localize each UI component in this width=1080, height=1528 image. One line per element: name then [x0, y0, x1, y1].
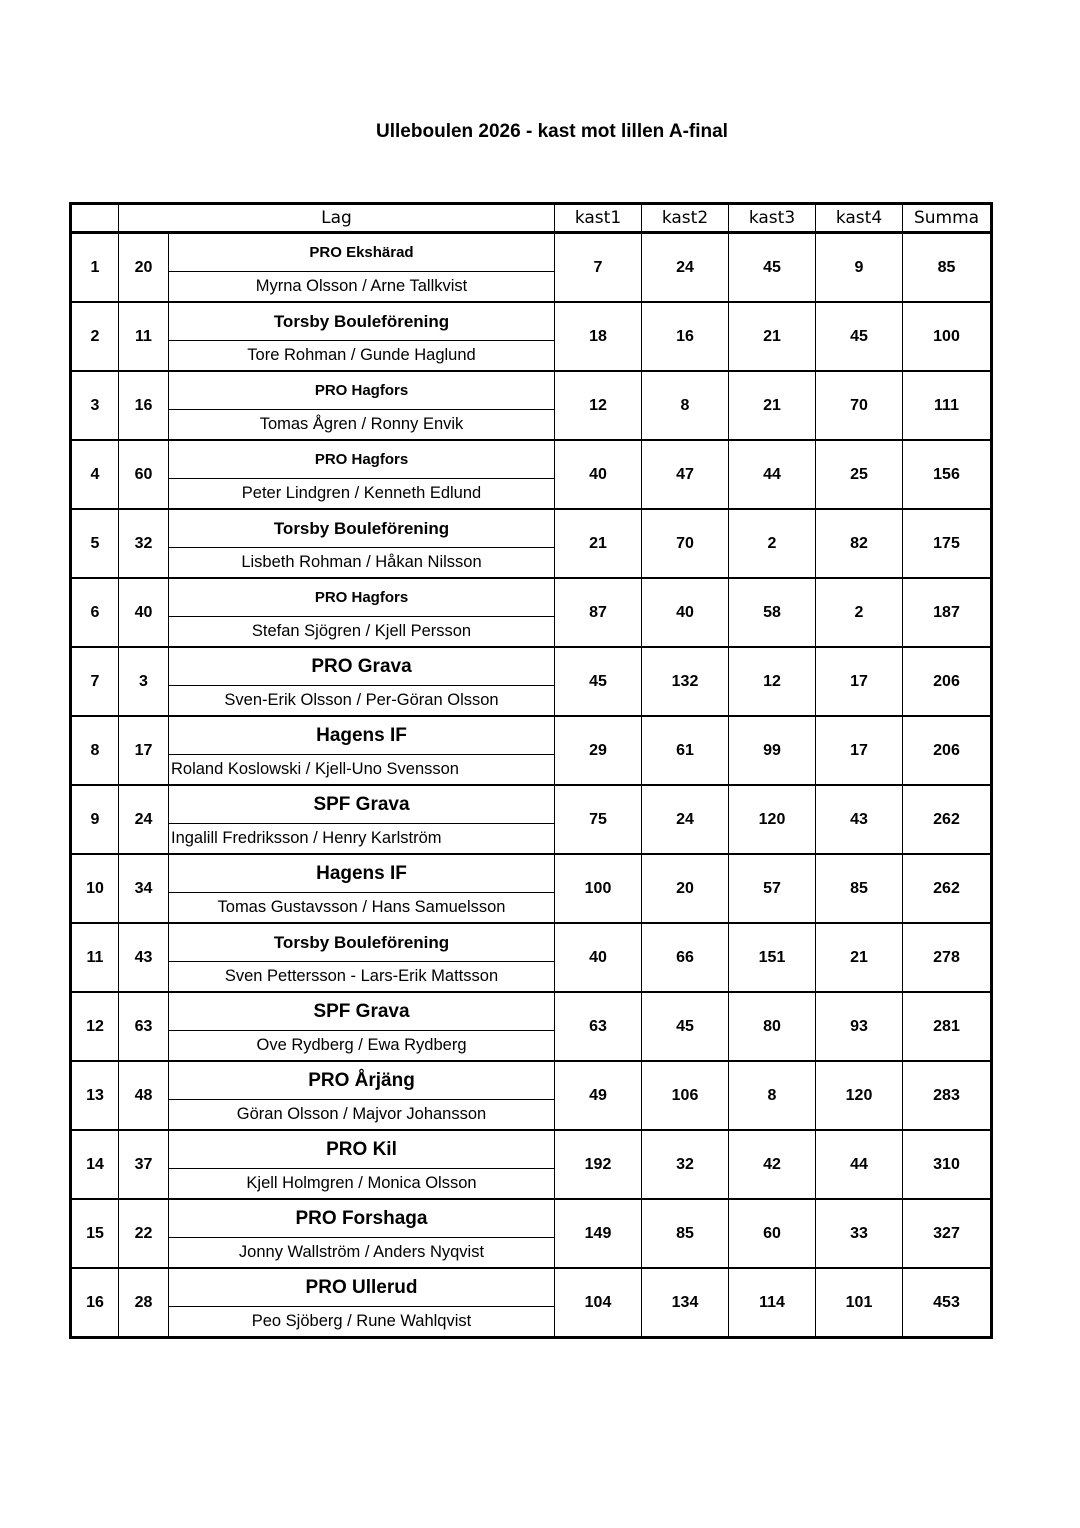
- summa-cell: 100: [903, 302, 992, 371]
- kast3-cell: 21: [729, 371, 816, 440]
- kast3-cell: 21: [729, 302, 816, 371]
- team-number-cell: 63: [119, 992, 169, 1061]
- summa-cell: 453: [903, 1268, 992, 1338]
- header-kast1: kast1: [555, 204, 642, 233]
- summa-cell: 206: [903, 716, 992, 785]
- table-row: [71, 716, 992, 755]
- club-cell: Torsby Bouleförening: [169, 509, 555, 548]
- club-cell: Hagens IF: [169, 854, 555, 893]
- place-cell: 12: [71, 992, 119, 1061]
- kast2-cell: 85: [642, 1199, 729, 1268]
- place-cell: 8: [71, 716, 119, 785]
- table-row: [71, 1268, 992, 1307]
- team-number-cell: 28: [119, 1268, 169, 1338]
- club-cell: PRO Hagfors: [169, 578, 555, 617]
- players-cell: Göran Olsson / Majvor Johansson: [169, 1100, 555, 1131]
- table-row: [71, 578, 992, 617]
- kast4-cell: 17: [816, 716, 903, 785]
- place-cell: 13: [71, 1061, 119, 1130]
- place-cell: 1: [71, 233, 119, 303]
- kast1-cell: 29: [555, 716, 642, 785]
- kast4-cell: 120: [816, 1061, 903, 1130]
- kast4-cell: 70: [816, 371, 903, 440]
- club-cell: PRO Hagfors: [169, 371, 555, 410]
- kast1-cell: 45: [555, 647, 642, 716]
- team-number-cell: 11: [119, 302, 169, 371]
- kast1-cell: 149: [555, 1199, 642, 1268]
- kast4-cell: 17: [816, 647, 903, 716]
- summa-cell: 175: [903, 509, 992, 578]
- kast4-cell: 33: [816, 1199, 903, 1268]
- kast2-cell: 24: [642, 233, 729, 303]
- place-cell: 15: [71, 1199, 119, 1268]
- summa-cell: 310: [903, 1130, 992, 1199]
- kast3-cell: 120: [729, 785, 816, 854]
- kast1-cell: 7: [555, 233, 642, 303]
- kast3-cell: 42: [729, 1130, 816, 1199]
- place-cell: 14: [71, 1130, 119, 1199]
- players-cell: Peo Sjöberg / Rune Wahlqvist: [169, 1307, 555, 1338]
- table-row: [71, 233, 992, 272]
- kast3-cell: 114: [729, 1268, 816, 1338]
- page-title: Ulleboulen 2026 - kast mot lillen A-final: [376, 121, 728, 142]
- club-cell: SPF Grava: [169, 992, 555, 1031]
- place-cell: 3: [71, 371, 119, 440]
- team-number-cell: 43: [119, 923, 169, 992]
- place-cell: 5: [71, 509, 119, 578]
- place-cell: 7: [71, 647, 119, 716]
- kast4-cell: 93: [816, 992, 903, 1061]
- table-row: [71, 854, 992, 893]
- team-number-cell: 60: [119, 440, 169, 509]
- players-cell: Sven-Erik Olsson / Per-Göran Olsson: [169, 686, 555, 717]
- players-cell: Tomas Ågren / Ronny Envik: [169, 410, 555, 441]
- kast3-cell: 57: [729, 854, 816, 923]
- club-cell: SPF Grava: [169, 785, 555, 824]
- kast4-cell: 82: [816, 509, 903, 578]
- kast3-cell: 45: [729, 233, 816, 303]
- kast1-cell: 18: [555, 302, 642, 371]
- table-row: [71, 1199, 992, 1238]
- players-cell: Sven Pettersson - Lars-Erik Mattsson: [169, 962, 555, 993]
- kast2-cell: 106: [642, 1061, 729, 1130]
- team-number-cell: 40: [119, 578, 169, 647]
- team-number-cell: 37: [119, 1130, 169, 1199]
- kast1-cell: 40: [555, 440, 642, 509]
- summa-cell: 187: [903, 578, 992, 647]
- players-cell: Stefan Sjögren / Kjell Persson: [169, 617, 555, 648]
- kast3-cell: 58: [729, 578, 816, 647]
- kast1-cell: 75: [555, 785, 642, 854]
- kast2-cell: 66: [642, 923, 729, 992]
- team-number-cell: 16: [119, 371, 169, 440]
- kast4-cell: 9: [816, 233, 903, 303]
- place-cell: 9: [71, 785, 119, 854]
- kast2-cell: 32: [642, 1130, 729, 1199]
- team-number-cell: 48: [119, 1061, 169, 1130]
- kast4-cell: 101: [816, 1268, 903, 1338]
- summa-cell: 206: [903, 647, 992, 716]
- kast1-cell: 63: [555, 992, 642, 1061]
- kast3-cell: 99: [729, 716, 816, 785]
- header-kast3: kast3: [729, 204, 816, 233]
- summa-cell: 111: [903, 371, 992, 440]
- club-cell: Torsby Bouleförening: [169, 923, 555, 962]
- place-cell: 16: [71, 1268, 119, 1338]
- place-cell: 2: [71, 302, 119, 371]
- table-row: [71, 923, 992, 962]
- summa-cell: 262: [903, 785, 992, 854]
- header-summa: Summa: [903, 204, 992, 233]
- table-row: [71, 440, 992, 479]
- players-cell: Ingalill Fredriksson / Henry Karlström: [169, 824, 555, 855]
- summa-cell: 85: [903, 233, 992, 303]
- kast3-cell: 44: [729, 440, 816, 509]
- club-cell: PRO Ullerud: [169, 1268, 555, 1307]
- kast3-cell: 2: [729, 509, 816, 578]
- kast4-cell: 85: [816, 854, 903, 923]
- kast2-cell: 45: [642, 992, 729, 1061]
- team-number-cell: 20: [119, 233, 169, 303]
- club-cell: Hagens IF: [169, 716, 555, 755]
- results-table: [69, 202, 993, 1339]
- header-kast2: kast2: [642, 204, 729, 233]
- summa-cell: 156: [903, 440, 992, 509]
- kast2-cell: 47: [642, 440, 729, 509]
- kast4-cell: 44: [816, 1130, 903, 1199]
- table-row: [71, 1061, 992, 1100]
- players-cell: Myrna Olsson / Arne Tallkvist: [169, 272, 555, 303]
- club-cell: PRO Kil: [169, 1130, 555, 1169]
- kast1-cell: 12: [555, 371, 642, 440]
- team-number-cell: 3: [119, 647, 169, 716]
- players-cell: Peter Lindgren / Kenneth Edlund: [169, 479, 555, 510]
- place-cell: 11: [71, 923, 119, 992]
- place-cell: 10: [71, 854, 119, 923]
- kast2-cell: 134: [642, 1268, 729, 1338]
- kast2-cell: 70: [642, 509, 729, 578]
- kast2-cell: 132: [642, 647, 729, 716]
- club-cell: PRO Hagfors: [169, 440, 555, 479]
- players-cell: Jonny Wallström / Anders Nyqvist: [169, 1238, 555, 1269]
- table-row: [71, 371, 992, 410]
- kast1-cell: 100: [555, 854, 642, 923]
- team-number-cell: 32: [119, 509, 169, 578]
- kast3-cell: 60: [729, 1199, 816, 1268]
- players-cell: Tore Rohman / Gunde Haglund: [169, 341, 555, 372]
- club-cell: PRO Årjäng: [169, 1061, 555, 1100]
- team-number-cell: 17: [119, 716, 169, 785]
- kast1-cell: 104: [555, 1268, 642, 1338]
- kast1-cell: 87: [555, 578, 642, 647]
- kast2-cell: 20: [642, 854, 729, 923]
- club-cell: PRO Forshaga: [169, 1199, 555, 1238]
- table-row: [71, 509, 992, 548]
- summa-cell: 327: [903, 1199, 992, 1268]
- summa-cell: 262: [903, 854, 992, 923]
- team-number-cell: 34: [119, 854, 169, 923]
- kast4-cell: 2: [816, 578, 903, 647]
- club-cell: Torsby Bouleförening: [169, 302, 555, 341]
- table-row: [71, 302, 992, 341]
- kast2-cell: 24: [642, 785, 729, 854]
- table-row: [71, 647, 992, 686]
- header-place: [71, 204, 119, 233]
- kast1-cell: 192: [555, 1130, 642, 1199]
- players-cell: Tomas Gustavsson / Hans Samuelsson: [169, 893, 555, 924]
- kast2-cell: 61: [642, 716, 729, 785]
- kast4-cell: 45: [816, 302, 903, 371]
- summa-cell: 283: [903, 1061, 992, 1130]
- team-number-cell: 24: [119, 785, 169, 854]
- kast2-cell: 16: [642, 302, 729, 371]
- summa-cell: 281: [903, 992, 992, 1061]
- table-row: [71, 1130, 992, 1169]
- table-row: [71, 785, 992, 824]
- club-cell: PRO Ekshärad: [169, 233, 555, 272]
- kast1-cell: 40: [555, 923, 642, 992]
- place-cell: 4: [71, 440, 119, 509]
- table-row: [71, 992, 992, 1031]
- players-cell: Kjell Holmgren / Monica Olsson: [169, 1169, 555, 1200]
- kast4-cell: 25: [816, 440, 903, 509]
- club-cell: PRO Grava: [169, 647, 555, 686]
- players-cell: Ove Rydberg / Ewa Rydberg: [169, 1031, 555, 1062]
- place-cell: 6: [71, 578, 119, 647]
- kast2-cell: 8: [642, 371, 729, 440]
- header-row: [71, 204, 992, 233]
- kast2-cell: 40: [642, 578, 729, 647]
- players-cell: Roland Koslowski / Kjell-Uno Svensson: [169, 755, 555, 786]
- header-lag: Lag: [119, 204, 555, 233]
- kast4-cell: 43: [816, 785, 903, 854]
- kast1-cell: 49: [555, 1061, 642, 1130]
- table-body: [71, 233, 992, 1338]
- summa-cell: 278: [903, 923, 992, 992]
- kast3-cell: 12: [729, 647, 816, 716]
- team-number-cell: 22: [119, 1199, 169, 1268]
- kast3-cell: 80: [729, 992, 816, 1061]
- kast1-cell: 21: [555, 509, 642, 578]
- kast3-cell: 151: [729, 923, 816, 992]
- kast3-cell: 8: [729, 1061, 816, 1130]
- header-kast4: kast4: [816, 204, 903, 233]
- kast4-cell: 21: [816, 923, 903, 992]
- players-cell: Lisbeth Rohman / Håkan Nilsson: [169, 548, 555, 579]
